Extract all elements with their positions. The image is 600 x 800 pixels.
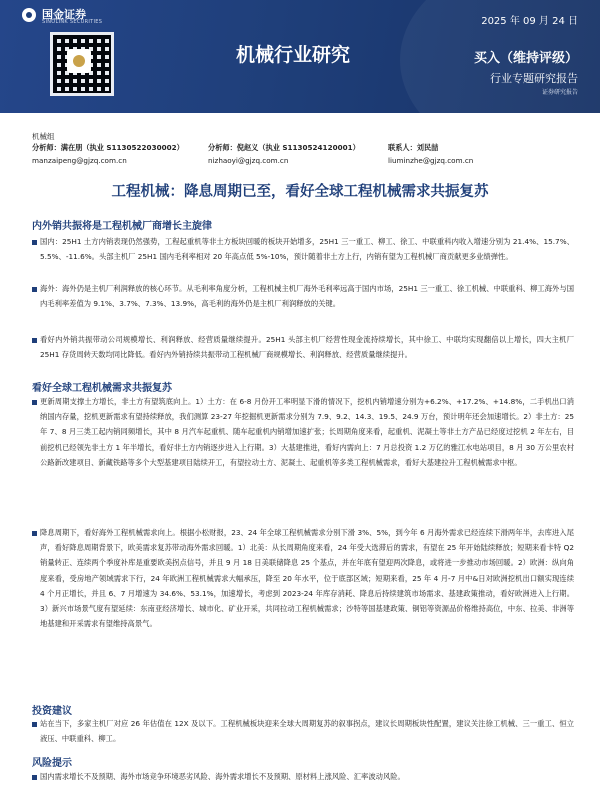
report-category-title: 机械行业研究 [236,44,351,66]
bullet-icon [32,531,37,536]
rating: 买入（维持评级） [473,51,578,66]
logo-text: 国金证券 [42,8,86,21]
bullet-icon [32,775,37,780]
report-subtype: 证券研究报告 [541,89,578,96]
qr-logo-icon [67,49,91,73]
para-domestic: 国内：25H1 土方内销表现仍然强势，工程起重机等非土方板块回暖的板块开始增多，25H1 三一重工、柳工、徐工、中联重科内收入增速分别为 21.4%、15.7%、5.5%、-11.6%。头部主机厂 25H1 国内毛利率相对 20 年高点低 5%-10%，预计随着非土方上行，内销有望为工程机械厂商贡献更多业绩弹性。 [40,237,574,262]
bullet-icon [32,400,37,405]
email-3[interactable]: liuminzhe@gjzq.com.cn [388,156,474,165]
logo-icon [22,8,36,22]
bullet-icon [32,722,37,727]
section-heading-2: 看好全球工程机械需求共振复苏 [32,383,172,394]
bullet-icon [32,338,37,343]
section-heading-3: 投资建议 [32,706,72,717]
para-quality: 看好内外销共振带动公司规模增长、利润释放、经营质量继续提升。25H1 头部主机厂经营性现金流持续增长，其中徐工、中联均实现翻倍以上增长，四大主机厂 25H1 存货周转天数均同比降低。看好内外销持续共振带动工程机械厂商规模增长、利润释放、经营质量继续提升。 [40,335,574,360]
para-overseas: 海外：海外仍是主机厂利润释放的核心环节。从毛利率角度分析，工程机械主机厂海外毛利率远高于国内市场，25H1 三一重工、徐工机械、中联重科、柳工海外与国内毛利率差值为 9.1%、3.7%、7.3%、13.9%，高毛利的海外仍是主机厂利润释放的关键。 [40,284,574,309]
para-rate-cut: 降息周期下，看好海外工程机械需求向上。根据小松财报，23、24 年全球工程机械需求分别下滑 3%、5%，到今年 6 月海外需求已经连续下滑两年半，去库进入尾声，看好降息周期背景下，欧美需求复苏带动海外需求回暖。1）北美：从长周期角度来看，24 年受大选滞后的需求，有望在 25 年开始陆续释放；短期来看卡特 Q2 销量转正、连续两个季度补库是重要欧美拐点信号，并且 9 月 18 日美联储降息 25 个基点，并在年底有望迎两次降息，或将进一步推动市场回暖。2）欧洲：纵向角度来看，受房地产领域需求下行，24 年欧洲工程机械需求大幅承压，降至 20 年水平，位于底部区域；短期来看，25 年 4 月-7 月中&日对欧洲挖机出口额实现连续 4 个月正增长，并且 6、7 月增速为 34.6%、53.1%，加速增长，考虑到 2023-24 年库存消耗、降息后持续建筑市场需求、基建政策推动，看好欧洲进入上行期。3）新兴市场景气度有望延续：东南亚经济增长、城市化、矿业开采，共同拉动工程机械需求；沙特等国基建政策、铜铝等资源品价格维持高位，中东、拉美、非洲等地基建和开采需求有望维持高景气。 [40,528,574,629]
bullet-icon [32,287,37,292]
section-heading-4: 风险提示 [32,758,72,769]
report-type: 行业专题研究报告 [490,72,578,85]
logo-subtext: SINOLINK SECURITIES [42,19,103,25]
email-2[interactable]: nizhaoyi@gjzq.com.cn [208,156,289,165]
analyst-block [32,143,572,167]
email-1[interactable]: manzaipeng@gjzq.com.cn [32,156,127,165]
report-date: 2025 年 09 月 24 日 [481,16,578,27]
team-name: 机械组 [32,132,55,141]
para-risk: 国内需求增长不及预期、海外市场竞争环境恶劣风险、海外需求增长不及预期、原材料上涨风险、汇率波动风险。 [40,772,405,781]
para-investment: 站在当下，多家主机厂对应 26 年估值在 12X 及以下。工程机械板块迎来全球大周期复苏的叙事拐点，建议长周期板块性配置，建议关注徐工机械、三一重工、恒立液压、中联重科、柳工。 [40,719,574,744]
report-header [0,0,600,113]
contact: 联系人：刘民喆 [388,143,439,152]
analyst-2: 分析师：倪赵义（执业 S1130524120001） [208,143,360,152]
analyst-1: 分析师：满在朋（执业 S1130522030002） [32,143,184,152]
main-title: 工程机械：降息周期已至，看好全球工程机械需求共振复苏 [111,184,489,200]
para-earthwork: 更新周期支撑土方增长，非土方有望筑底向上。1）土方：在 6-8 月份开工率明显下滑的情况下，挖机内销增速分别为+6.2%、+17.2%、+14.8%，二手机出口消纳国内存量，挖机更新需求有望持续释放，我们测算 23-27 年挖掘机更新需求分别为 7.9、9.2、14.3、19.5、24.9 万台，预计明年还会加速增长。2）非土方：25 年 7、8 月三类工起内销同频增长，其中 8 月汽车起重机、随车起重机内销增加速扩张；长周期角度来看，起重机、泥凝土等非土方产品已经度过挖机 2 年左右，目前挖机已经领先非土方 1 年半增长，看好非土方内销逐步进入上行期。3）大基建推进，看好内需向上：7 月总投资 1.2 万亿的雅江水电站项目，8 月 30 万公里农村公路新改建项目、新藏铁路等多个大型基建项目陆续开工，有望拉动土方、泥凝土、起重机等多类工程机械需求，看好大基建拉升工程机械需求中枢。 [40,397,574,467]
section-heading-1: 内外销共振将是工程机械厂商增长主旋律 [32,221,212,232]
bullet-icon [32,240,37,245]
